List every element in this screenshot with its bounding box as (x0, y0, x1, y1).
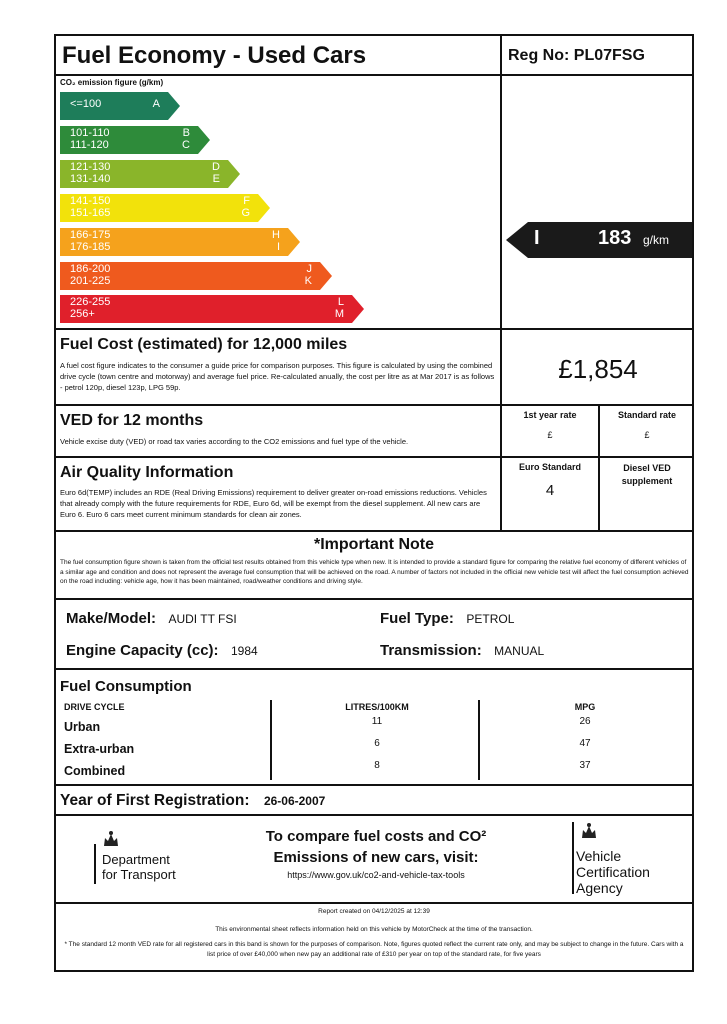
band-letters: H I (272, 229, 280, 253)
indicator-band-letter: I (534, 227, 540, 249)
registration: Year of First Registration: 26-06-2007 (60, 792, 326, 809)
indicator-value: 183 (598, 227, 632, 249)
compare-url[interactable]: https://www.gov.uk/co2-and-vehicle-tax-tools (287, 870, 465, 880)
diesel-supplement-label: Diesel VED supplement (621, 463, 673, 486)
co2-band-lm (60, 295, 364, 322)
fuel-type: Fuel Type: PETROL (380, 610, 515, 627)
consumption-row-litres: 6 (374, 738, 380, 749)
fuel-cost-text: A fuel cost figure indicates to the consumer a guide price for comparison purposes. This figure is calculated by using the combined drive cycle (town centre and motorway) and average fuel price. Re-calculated anually, the cost per litre as at Mar 2017 is as follows - petrol 120p, diesel 123p, LPG 59p. (60, 361, 495, 392)
col-drive-cycle: DRIVE CYCLE (64, 702, 125, 712)
ved-text: Vehicle excise duty (VED) or road tax varies according to the CO2 emissions and fuel type of the vehicle. (60, 437, 409, 446)
ved-title: VED for 12 months (60, 412, 204, 429)
dft-name: Department for Transport (102, 852, 176, 882)
crest-icon (578, 822, 600, 840)
co2-indicator (506, 222, 692, 258)
page-title: Fuel Economy - Used Cars (62, 42, 367, 69)
note-title: *Important Note (314, 536, 434, 553)
band-letters: F G (241, 195, 250, 219)
indicator-unit: g/km (643, 233, 670, 247)
note-text: The fuel consumption figure shown is taken from the official test results obtained from this vehicle type when new. It is intended to provide a standard figure for comparing the relative fuel economy of different vehicles of a similar age and condition and does not represent the average fuel consumption that will be achieved on the road. A number of factors not included in the official new vehicle test will affect the fuel consumption achieved on the road including: vehicle age, how it has been maintained, road/weather conditions and driving style. (60, 559, 689, 585)
band-letters: A (152, 98, 160, 110)
consumption-title: Fuel Consumption (60, 678, 192, 695)
band-ranges: 101-110 111-120 (70, 127, 110, 151)
co2-label: CO₂ emission figure (g/km) (60, 78, 164, 87)
consumption-row-mpg: 47 (579, 738, 591, 749)
band-letters: J K (304, 263, 312, 287)
vca-logo (566, 822, 676, 902)
ved-first-year-value: £ (547, 430, 553, 440)
ved-footnote: * The standard 12 month VED rate for all registered cars in this band is shown for the purposes of comparison. Note, figures quoted reflect the current rate only, and may be subject to change in the future. Cars with a list price of over £40,000 when new pay an additional rate of £310 per year on top of the standard rate, for five years (64, 941, 684, 958)
compare-heading: To compare fuel costs and CO² Emissions of new cars, visit: https://www.gov.uk/co2-and-vehicle-tax-tools (196, 828, 556, 880)
consumption-row-litres: 8 (374, 760, 380, 771)
band-ranges: 226-255 256+ (70, 296, 111, 320)
air-quality-text: Euro 6d(TEMP) includes an RDE (Real Driving Emissions) requirement to deliver greater on-road emissions reductions. Vehicles that already comply with the future requirements for RDE, Euro 6d, will be exempt from the diesel supplement. All new cars are Euro 6. Euro 6 cars meet current minimum standards for clean air zones. (60, 488, 487, 519)
env-note: This environmental sheet reflects information held on this vehicle by MotorCheck at the time of the transaction. (215, 926, 533, 933)
co2-band-de (60, 160, 240, 187)
ved-standard-value: £ (644, 430, 650, 440)
consumption-row-litres: 11 (371, 716, 383, 727)
band-letters: B C (182, 127, 190, 151)
air-quality-title: Air Quality Information (60, 464, 234, 481)
consumption-row-label: Combined (64, 764, 126, 778)
euro-standard-label: Euro Standard (518, 462, 581, 472)
consumption-row-mpg: 37 (579, 760, 591, 771)
band-letters: L M (334, 296, 344, 320)
transmission: Transmission: MANUAL (380, 642, 545, 659)
band-ranges: 121-130 131-140 (70, 161, 111, 185)
fuel-economy-label (54, 34, 694, 972)
engine-capacity: Engine Capacity (cc): 1984 (66, 642, 258, 659)
report-date: Report created on 04/12/2025 at 12:39 (318, 908, 430, 915)
make-model: Make/Model: AUDI TT FSI (66, 610, 237, 627)
co2-band-fg (60, 194, 270, 221)
reg-number: Reg No: PL07FSG (508, 47, 645, 64)
ved-first-year-label: 1st year rate (523, 410, 577, 420)
col-mpg: MPG (574, 702, 596, 712)
crest-icon (100, 830, 122, 848)
band-ranges: <=100 (70, 98, 102, 110)
co2-band-jk (60, 262, 332, 289)
co2-band-bc (60, 126, 210, 153)
band-ranges: 166-175 176-185 (70, 229, 111, 253)
consumption-row-label: Extra-urban (64, 742, 135, 756)
co2-band-a (60, 92, 180, 119)
co2-band-hi (60, 228, 300, 255)
band-ranges: 186-200 201-225 (70, 263, 111, 287)
fuel-cost-title: Fuel Cost (estimated) for 12,000 miles (60, 336, 348, 353)
consumption-row-label: Urban (64, 720, 101, 734)
fuel-cost-value: £1,854 (558, 354, 638, 384)
dft-logo (94, 830, 194, 890)
band-ranges: 141-150 151-165 (70, 195, 111, 219)
ved-standard-label: Standard rate (617, 410, 677, 420)
euro-standard-value: 4 (545, 482, 555, 499)
band-letters: D E (212, 161, 220, 185)
consumption-row-mpg: 26 (579, 716, 591, 727)
col-litres: LITRES/100KM (345, 702, 409, 712)
vca-name: Vehicle Certification Agency (576, 848, 650, 896)
